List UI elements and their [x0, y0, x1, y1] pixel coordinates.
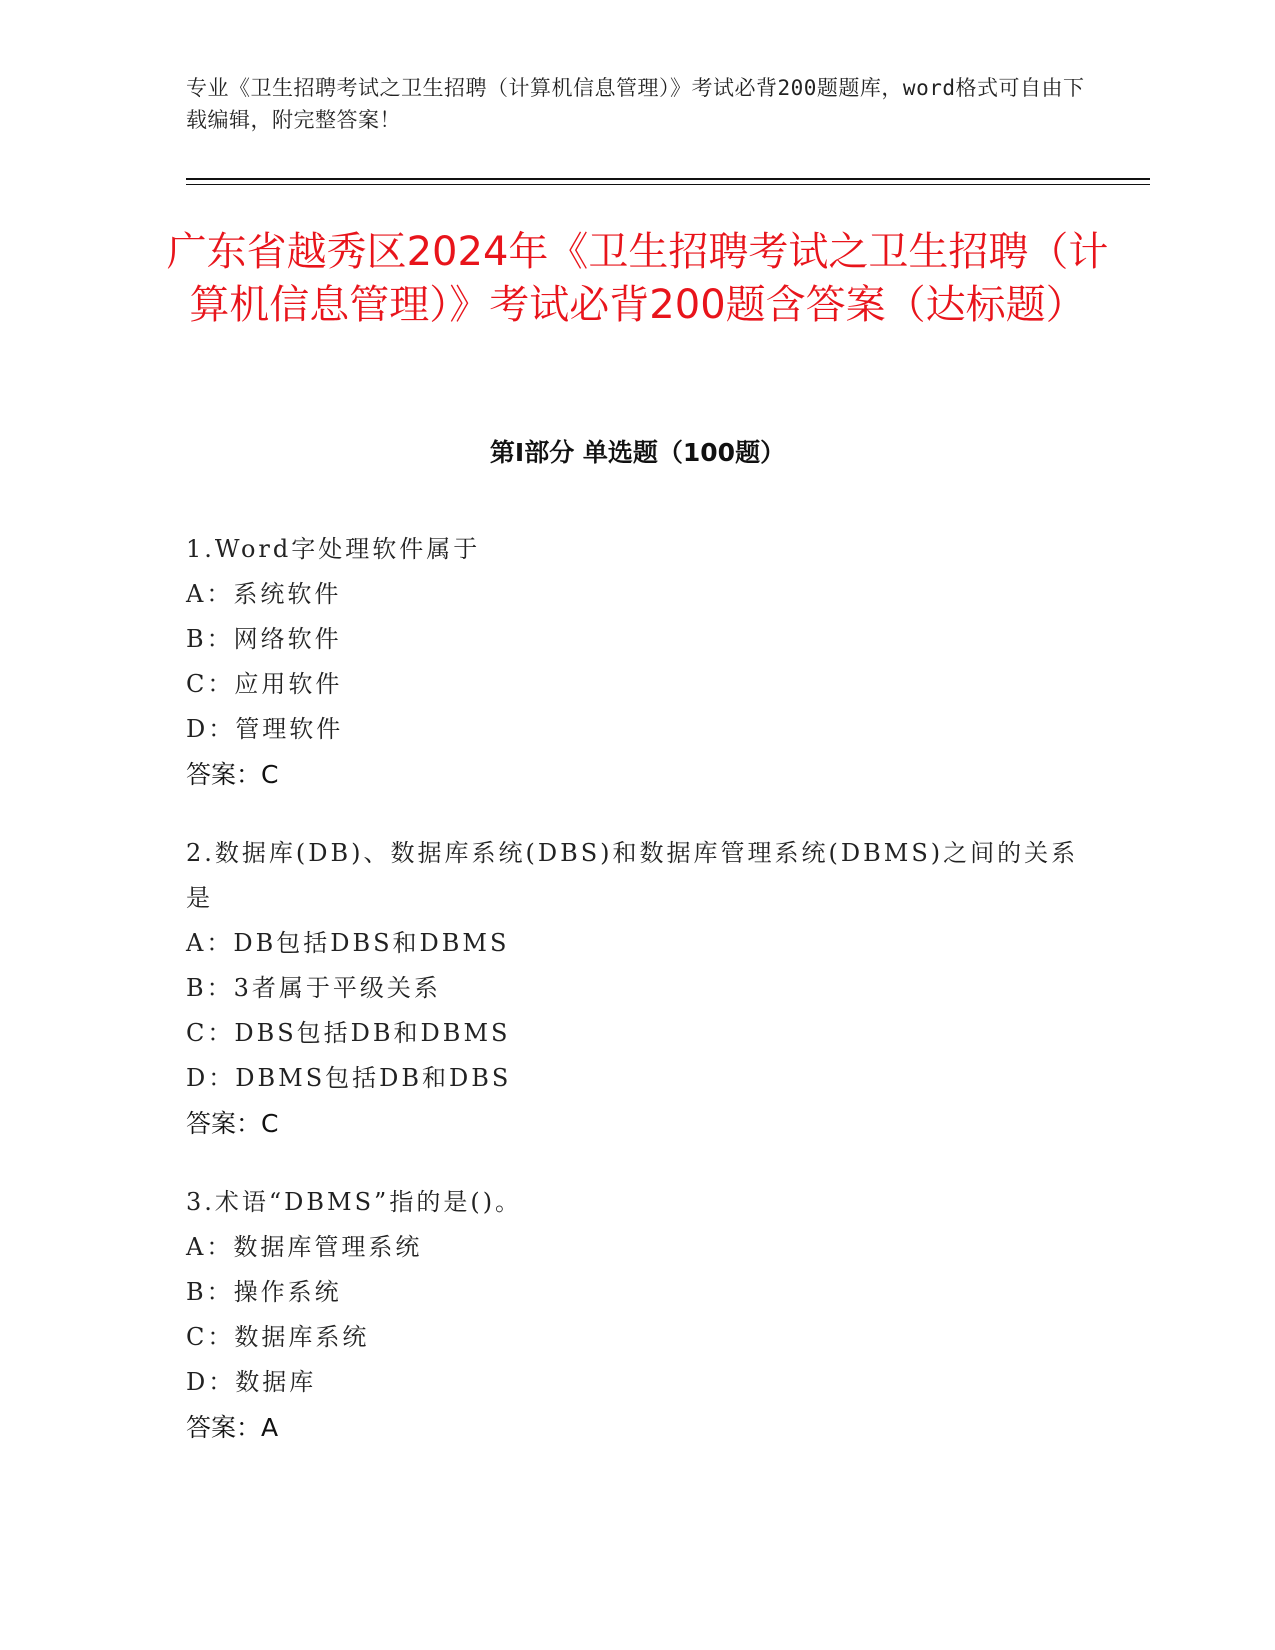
question-3	[186, 1180, 1086, 1450]
option-d: D：数据库	[186, 1368, 317, 1396]
option-d: D：管理软件	[186, 715, 344, 743]
document-title: 广东省越秀区2024年《卫生招聘考试之卫生招聘（计算机信息管理）》考试必背200题含答案（达标题）	[166, 229, 1109, 328]
option-a: A：数据库管理系统	[186, 1233, 423, 1261]
option-c: C：数据库系统	[186, 1323, 370, 1351]
question-list	[186, 527, 1086, 1484]
header-divider-thick	[186, 178, 1150, 180]
header-divider-thin	[186, 184, 1150, 185]
option-a: A：DB包括DBS和DBMS	[186, 929, 510, 957]
question-stem: 2.数据库(DB)、数据库系统(DBS)和数据库管理系统(DBMS)之间的关系是	[186, 839, 1079, 912]
option-b: B：操作系统	[186, 1278, 342, 1306]
option-c: C：应用软件	[186, 670, 343, 698]
answer-line: 答案：A	[186, 1413, 279, 1442]
question-2	[186, 831, 1086, 1146]
section-title: 第Ⅰ部分 单选题（100题）	[489, 438, 786, 467]
header-note: 专业《卫生招聘考试之卫生招聘（计算机信息管理）》考试必背200题题库，word格式可自由下载编辑，附完整答案！	[186, 76, 1085, 132]
answer-line: 答案：C	[186, 760, 279, 789]
option-c: C：DBS包括DB和DBMS	[186, 1019, 511, 1047]
answer-line: 答案：C	[186, 1109, 279, 1138]
option-b: B：3者属于平级关系	[186, 974, 441, 1002]
option-d: D：DBMS包括DB和DBS	[186, 1064, 512, 1092]
option-b: B：网络软件	[186, 625, 342, 653]
question-stem: 3.术语“DBMS”指的是()。	[186, 1188, 523, 1216]
question-stem: 1.Word字处理软件属于	[186, 535, 481, 563]
question-1	[186, 527, 1086, 797]
option-a: A：系统软件	[186, 580, 342, 608]
